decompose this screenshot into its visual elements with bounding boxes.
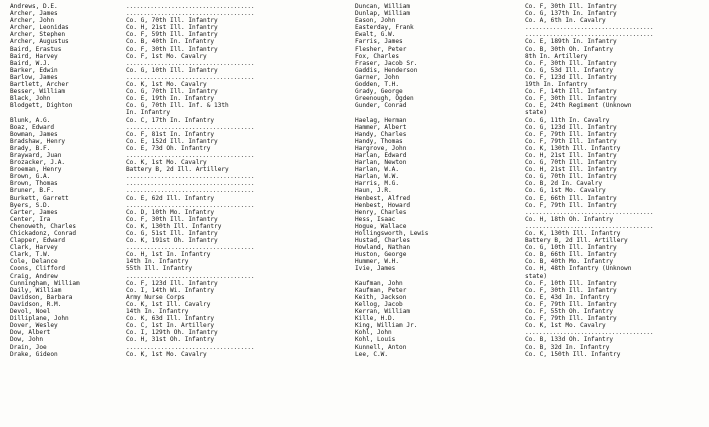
roster-entry — [355, 17, 707, 24]
roster-entry — [355, 60, 707, 67]
soldier-name: Hargrove, John — [355, 144, 407, 152]
roster-entry — [355, 294, 707, 301]
soldier-name: Farris, James — [355, 38, 403, 46]
military-unit: Co. F, 30th Ill. Infantry — [525, 3, 617, 10]
roster-entry — [355, 187, 707, 194]
roster-entry — [10, 10, 350, 17]
soldier-name: Barlow, James — [10, 73, 58, 81]
soldier-name: Bartlett, Archer — [10, 81, 69, 89]
soldier-name: Dover, Wesley — [10, 322, 58, 330]
soldier-name: Baird, W.J. — [10, 59, 51, 67]
military-unit: Co. C, 17th In. Infantry — [126, 116, 215, 124]
military-unit: Co. F, 55th Oh. Infantry — [525, 308, 614, 316]
soldier-name: Brayward, Juan — [10, 151, 62, 159]
military-unit: Co. H, 31st Oh. Infantry — [126, 336, 215, 344]
soldier-name: Kellog, Jacob — [355, 300, 403, 308]
roster-entry — [355, 24, 707, 31]
soldier-name: Haelag, Herman — [355, 116, 407, 124]
roster-entry — [355, 216, 707, 223]
soldier-name: Dow, Albert — [10, 329, 51, 337]
roster-entry — [355, 180, 707, 187]
roster-entry — [10, 53, 350, 60]
soldier-name: Henbest, Howard — [355, 201, 411, 209]
roster-entry — [355, 46, 707, 53]
military-unit: 14th In. Infantry — [126, 308, 189, 316]
soldier-name: Howland, Nathan — [355, 244, 411, 252]
roster-entry — [10, 138, 350, 145]
soldier-name: Kaufman, John — [355, 279, 403, 287]
soldier-name: Fox, Charles — [355, 52, 400, 60]
roster-entry — [10, 195, 350, 202]
roster-entry — [10, 209, 350, 216]
roster-entry — [10, 329, 350, 336]
soldier-name: Devol, Noel — [10, 308, 51, 316]
roster-entry — [10, 88, 350, 95]
roster-entry — [10, 124, 350, 131]
soldier-name: Hogue, Wallace — [355, 222, 407, 230]
military-unit: ..................................... — [525, 24, 654, 32]
military-unit: Co. F, 30th Ill. Infantry — [126, 215, 218, 223]
roster-entry — [355, 81, 707, 88]
soldier-name: Boaz, Edward — [10, 123, 55, 131]
soldier-name: Clapper, Edward — [10, 237, 66, 245]
roster-entry — [355, 315, 707, 322]
roster-entry — [355, 166, 707, 173]
roster-entry — [355, 152, 707, 159]
roster-entry — [355, 117, 707, 124]
soldier-name: Clark, T.W. — [10, 251, 51, 259]
military-unit: Army Nurse Corps — [126, 293, 185, 301]
military-unit: ..................................... — [126, 173, 255, 181]
roster-entry — [10, 315, 350, 322]
roster-entry — [355, 308, 707, 315]
military-unit: 55th Ill. Infantry — [126, 265, 193, 273]
military-unit: ..................................... — [126, 59, 255, 67]
military-unit: Battery B, 2d Ill. Artillery — [126, 166, 229, 174]
soldier-name: Ivie, James — [355, 265, 396, 273]
roster-entry — [355, 95, 707, 102]
military-unit: state) — [525, 109, 548, 117]
soldier-name: Dow, John — [10, 336, 44, 344]
roster-entry — [355, 131, 707, 138]
military-unit: ..................................... — [126, 187, 255, 195]
soldier-name: Bruner, B.F. — [10, 187, 55, 195]
soldier-name: Hummer, W.H. — [355, 258, 400, 266]
soldier-name: Brown, Thomas — [10, 180, 58, 188]
roster-entry — [10, 60, 350, 67]
military-unit: ..................................... — [525, 208, 654, 216]
military-unit: Co. F, 123d Ill. Infantry — [126, 279, 218, 287]
soldier-name: Kunnell, Anton — [355, 343, 407, 351]
military-unit: Co. G, 123d Ill. Infantry — [525, 123, 617, 131]
roster-entry — [10, 3, 350, 10]
soldier-name: Andrews, D.E. — [10, 3, 58, 10]
soldier-name: Brozacker, J.A. — [10, 159, 66, 167]
roster-entry — [355, 273, 707, 280]
soldier-name: Baird, Harvey — [10, 52, 58, 60]
soldier-name: Brown, G.A. — [10, 173, 51, 181]
roster-entry — [355, 251, 707, 258]
military-unit: Co. F, 30th Ill. Infantry — [525, 95, 617, 103]
military-unit: Co. F, 30th Ill. Infantry — [525, 286, 617, 294]
soldier-name: Archer, Leonidas — [10, 24, 69, 32]
military-unit: Co. B, 40th In. Infantry — [126, 38, 215, 46]
soldier-name: Kohl, John — [355, 329, 392, 337]
soldier-name: Easterday, Frank — [355, 24, 414, 32]
military-unit: Co. E, 19th In. Infantry — [126, 95, 215, 103]
roster-entry — [355, 195, 707, 202]
soldier-name: Cole, Delance — [10, 258, 58, 266]
military-unit: Co. G, 70th Ill. Infantry — [525, 173, 617, 181]
military-unit: Co. H, 18th Oh. Infantry — [525, 215, 614, 223]
soldier-name: Besser, William — [10, 88, 66, 96]
soldier-name: Brady, B.F. — [10, 144, 51, 152]
soldier-name: Carter, James — [10, 208, 58, 216]
military-unit: Co. B, 30th Oh. Infantry — [525, 45, 614, 53]
military-unit: Co. H, 21st Ill. Infantry — [525, 151, 617, 159]
soldier-name: Kerran, William — [355, 308, 411, 316]
soldier-name: Archer, Stephen — [10, 31, 66, 39]
soldier-name: Dilliplane, John — [10, 315, 69, 323]
roster-entry — [355, 287, 707, 294]
roster-entry — [10, 117, 350, 124]
roster-entry — [355, 145, 707, 152]
soldier-name: Kaufman, Peter — [355, 286, 407, 294]
soldier-name: Cunningham, William — [10, 279, 80, 287]
roster-entry — [355, 109, 707, 116]
military-unit: Co. K, 1st Ill. Cavalry — [126, 300, 211, 308]
roster-entry — [10, 216, 350, 223]
roster-entry — [355, 344, 707, 351]
roster-entry — [10, 336, 350, 343]
roster-entry — [10, 166, 350, 173]
roster-entry — [10, 81, 350, 88]
roster-entry — [10, 145, 350, 152]
soldier-name: Chenoweth, Charles — [10, 222, 77, 230]
military-unit: ..................................... — [126, 180, 255, 188]
roster-entry — [355, 351, 707, 358]
roster-entry — [355, 258, 707, 265]
military-unit: Co. E, 73d Oh. Infantry — [126, 144, 211, 152]
soldier-name: Archer, Augustus — [10, 38, 69, 46]
soldier-name: Byers, S.D. — [10, 201, 51, 209]
military-unit: Battery B, 2d Ill. Artillery — [525, 237, 628, 245]
military-unit: Co. F, 30th Ill. Infantry — [126, 45, 218, 53]
roster-entry — [10, 31, 350, 38]
roster-entry — [355, 202, 707, 209]
military-unit: ..................................... — [126, 201, 255, 209]
military-unit: Co. I, 129th Oh. Infantry — [126, 329, 218, 337]
soldier-name: Harlan, Edward — [355, 151, 407, 159]
soldier-name: Flesher, Peter — [355, 45, 407, 53]
roster-entry — [10, 102, 350, 109]
soldier-name: Blodgett, Dighton — [10, 102, 73, 110]
roster-entry — [10, 131, 350, 138]
soldier-name: Archer, John — [10, 17, 55, 25]
soldier-name: Handy, Thomas — [355, 137, 403, 145]
military-unit: In. Infantry — [126, 109, 171, 117]
military-unit: Co. D, 10th Mo. Infantry — [126, 208, 215, 216]
soldier-name: Hustad, Charles — [355, 237, 411, 245]
soldier-name: Godden, T.H. — [355, 81, 400, 89]
soldier-name: Henry, Charles — [355, 208, 407, 216]
military-unit: Co. B, 40th Mo. Infantry — [525, 258, 614, 266]
soldier-name: Bowman, James — [10, 130, 58, 138]
military-unit: Co. H, 21st Ill. Infantry — [126, 24, 218, 32]
roster-entry — [10, 230, 350, 237]
roster-entry — [355, 102, 707, 109]
military-unit: Co. G, 1st Mo. Cavalry — [525, 187, 606, 195]
military-unit: Co. H, 1st In. Infantry — [126, 251, 211, 259]
roster-entry — [10, 265, 350, 272]
military-unit: Co. H, 48th Infantry (Unknown — [525, 265, 632, 273]
military-unit: Co. A, 6th In. Cavalry — [525, 17, 606, 25]
military-unit: Co. E, 189th In. Infantry — [525, 38, 617, 46]
military-unit: ..................................... — [126, 3, 255, 10]
military-unit: Co. K, 1st Mo. Cavalry — [525, 322, 606, 330]
roster-entry — [10, 46, 350, 53]
military-unit: 8th In. Artillery — [525, 52, 588, 60]
roster-entry — [355, 329, 707, 336]
military-unit: Co. K, 1st Mo. Cavalry — [126, 350, 207, 358]
military-unit: 14th In. Infantry — [126, 258, 189, 266]
soldier-name: Chickadonz, Conrad — [10, 230, 77, 237]
roster-entry — [355, 265, 707, 272]
roster-entry — [10, 17, 350, 24]
military-unit: Co. G, 70th Ill. Infantry — [126, 88, 218, 96]
roster-entry — [10, 202, 350, 209]
military-unit: Co. B, 2d In. Cavalry — [525, 180, 603, 188]
military-unit: ..................................... — [525, 31, 654, 39]
soldier-name: Harlan, W.W. — [355, 173, 400, 181]
military-unit: Co. G, 10th Ill. Infantry — [525, 244, 617, 252]
military-unit: Co. F, 79th Ill. Infantry — [525, 201, 617, 209]
military-unit: Co. K, 63d Ill. Infantry — [126, 315, 215, 323]
soldier-name: Eason, John — [355, 17, 396, 25]
soldier-name: Harlan, W.A. — [355, 166, 400, 174]
roster-entry — [355, 244, 707, 251]
soldier-name: Hammer, Albert — [355, 123, 407, 131]
roster-entry — [355, 322, 707, 329]
roster-entry — [355, 159, 707, 166]
military-unit: Co. E, 62d Ill. Infantry — [126, 194, 215, 202]
military-unit: Co. F, 123d Ill. Infantry — [525, 73, 617, 81]
roster-entry — [355, 3, 707, 10]
soldier-name: Drain, Joe — [10, 343, 47, 351]
soldier-name: Ewalt, G.W. — [355, 31, 396, 39]
military-unit: Co. K, 1st Mo. Cavalry — [126, 159, 207, 167]
soldier-name: Drake, Gideon — [10, 350, 58, 358]
roster-entry — [10, 351, 350, 358]
roster-entry — [355, 230, 707, 237]
military-unit: ..................................... — [126, 151, 255, 159]
military-unit: Co. E, 43d In. Infantry — [525, 293, 610, 301]
roster-entry — [355, 301, 707, 308]
soldier-name: Davidson, Barbara — [10, 293, 73, 301]
roster-entry — [10, 109, 350, 116]
roster-entry — [355, 138, 707, 145]
soldier-name: Hess, Isaac — [355, 215, 396, 223]
military-unit: Co. E, 24th Regiment (Unknown — [525, 102, 632, 110]
military-unit: Co. G, 137th In. Infantry — [525, 10, 617, 18]
roster-entry — [10, 344, 350, 351]
military-unit: Co. F, 79th Ill. Infantry — [525, 130, 617, 138]
roster-entry — [355, 53, 707, 60]
military-unit: Co. E, 66th Ill. Infantry — [525, 194, 617, 202]
soldier-name: Center, Ira — [10, 215, 51, 223]
military-unit: ..................................... — [126, 343, 255, 351]
roster-right-column — [355, 3, 707, 358]
soldier-name: Kille, H.D. — [355, 315, 396, 323]
soldier-name: Keith, Jackson — [355, 293, 407, 301]
roster-entry — [10, 301, 350, 308]
roster-entry — [10, 180, 350, 187]
military-unit: ..................................... — [126, 123, 255, 131]
soldier-name: Huston, George — [355, 251, 407, 259]
roster-entry — [355, 237, 707, 244]
soldier-name: Broeman, Henry — [10, 166, 62, 174]
military-unit: ..................................... — [126, 10, 255, 18]
soldier-name: Fraser, Jacob Sr. — [355, 59, 418, 67]
roster-entry — [355, 38, 707, 45]
roster-entry — [355, 10, 707, 17]
soldier-name: Hollingsworth, Lewis — [355, 230, 429, 237]
soldier-name: Kohl, Louis — [355, 336, 396, 344]
soldier-name: Handy, Charles — [355, 130, 407, 138]
roster-entry — [10, 67, 350, 74]
roster-entry — [10, 294, 350, 301]
soldier-name: Baird, Erastus — [10, 45, 62, 53]
roster-entry — [10, 223, 350, 230]
military-unit: Co. K, 130th Ill. Infantry — [525, 230, 621, 237]
military-unit: Co. F, 81st In. Infantry — [126, 130, 215, 138]
military-unit: Co. B, 133d Oh. Infantry — [525, 336, 614, 344]
soldier-name: Daily, William — [10, 286, 62, 294]
roster-entry — [355, 223, 707, 230]
military-unit: Co. F, 10th Ill. Infantry — [525, 279, 617, 287]
roster-entry — [10, 280, 350, 287]
soldier-name: Gunder, Conrad — [355, 102, 407, 110]
soldier-name: Black, John — [10, 95, 51, 103]
soldier-name: Greenough, Ogden — [355, 95, 414, 103]
roster-entry — [355, 173, 707, 180]
soldier-name: Craig, Andrew — [10, 272, 58, 280]
military-unit: Co. G, 70th Ill. Infantry — [525, 159, 617, 167]
military-unit: Co. F, 79th Ill. Infantry — [525, 137, 617, 145]
military-unit: Co. C, 1st In. Artillery — [126, 322, 215, 330]
roster-entry — [10, 24, 350, 31]
roster-entry — [10, 187, 350, 194]
military-unit: ..................................... — [525, 222, 654, 230]
roster-entry — [10, 244, 350, 251]
soldier-name: Harris, M.G. — [355, 180, 400, 188]
roster-entry — [10, 74, 350, 81]
soldier-name: Clark, Harvey — [10, 244, 58, 252]
roster-entry — [355, 280, 707, 287]
roster-entry — [10, 251, 350, 258]
military-unit: ..................................... — [126, 244, 255, 252]
roster-entry — [355, 336, 707, 343]
soldier-name: Davidson, R.M. — [10, 300, 62, 308]
roster-entry — [10, 152, 350, 159]
soldier-name: Blunk, A.G. — [10, 116, 51, 124]
military-unit: Co. F, 79th Ill. Infantry — [525, 300, 617, 308]
military-unit: Co. F, 59th Ill. Infantry — [126, 31, 218, 39]
roster-entry — [10, 273, 350, 280]
soldier-name: Burkett, Garrett — [10, 194, 69, 202]
soldier-name: Gaddis, Henderson — [355, 66, 418, 74]
military-unit: Co. F, 1st Mo. Cavalry — [126, 52, 207, 60]
military-unit: ..................................... — [126, 73, 255, 81]
military-unit: Co. G, 51st Ill. Infantry — [126, 230, 218, 237]
soldier-name: Duncan, William — [355, 3, 411, 10]
military-unit: Co. H, 21st Ill. Infantry — [525, 166, 617, 174]
roster-entry — [355, 88, 707, 95]
soldier-name: Lee, C.W. — [355, 350, 389, 358]
roster-entry — [355, 31, 707, 38]
military-unit: Co. E, 152d Ill. Infantry — [126, 137, 218, 145]
soldier-name: Harlan, Newton — [355, 159, 407, 167]
soldier-name: Coons, Clifford — [10, 265, 66, 273]
military-unit: Co. K, 1st Mo. Cavalry — [126, 81, 207, 89]
soldier-name: Archer, James — [10, 10, 58, 18]
roster-entry — [10, 258, 350, 265]
military-unit: Co. G, 11th In. Cavalry — [525, 116, 610, 124]
roster-entry — [355, 74, 707, 81]
military-unit: ..................................... — [525, 329, 654, 337]
soldier-name: Barker, Edwin — [10, 66, 58, 74]
military-unit: Co. I, 14th Wi. Infantry — [126, 286, 215, 294]
soldier-name: King, William Jr. — [355, 322, 418, 330]
roster-entry — [10, 159, 350, 166]
military-unit: ..................................... — [126, 272, 255, 280]
roster-entry — [355, 209, 707, 216]
military-unit: Co. G, 10th Ill. Infantry — [126, 66, 218, 74]
military-unit: state) — [525, 272, 548, 280]
roster-entry — [10, 308, 350, 315]
roster-entry — [355, 67, 707, 74]
roster-left-column — [10, 3, 350, 358]
military-unit: Co. K, 130th Ill. Infantry — [525, 144, 621, 152]
roster-entry — [10, 287, 350, 294]
military-unit: Co. B, 32d In. Infantry — [525, 343, 610, 351]
soldier-name: Henbest, Alfred — [355, 194, 411, 202]
military-unit: Co. K, 130th Ill. Infantry — [126, 222, 222, 230]
roster-entry — [10, 95, 350, 102]
soldier-name: Bradshaw, Henry — [10, 137, 66, 145]
soldier-name: Grady, George — [355, 88, 403, 96]
roster-entry — [10, 237, 350, 244]
military-unit: Co. B, 66th Ill. Infantry — [525, 251, 617, 259]
roster-entry — [10, 38, 350, 45]
military-unit: Co. G, 70th Ill. Infantry — [126, 17, 218, 25]
military-unit: Co. G, 70th Ill. Inf. & 13th — [126, 102, 229, 110]
military-unit: Co. G, 53d Ill. Infantry — [525, 66, 614, 74]
soldier-name: Garner, John — [355, 73, 400, 81]
military-unit: Co. C, 150th Ill. Infantry — [525, 350, 621, 358]
military-unit: Co. K, 191st Oh. Infantry — [126, 237, 218, 245]
roster-entry — [355, 124, 707, 131]
soldier-name: Haun, J.R. — [355, 187, 392, 195]
roster-entry — [10, 322, 350, 329]
military-unit: Co. F, 30th Ill. Infantry — [525, 59, 617, 67]
military-unit: Co. F, 14th Ill. Infantry — [525, 88, 617, 96]
military-unit: 19th In. Infantry — [525, 81, 588, 89]
military-unit: Co. F, 79th Ill. Infantry — [525, 315, 617, 323]
soldier-name: Dunlap, William — [355, 10, 411, 18]
roster-entry — [10, 173, 350, 180]
